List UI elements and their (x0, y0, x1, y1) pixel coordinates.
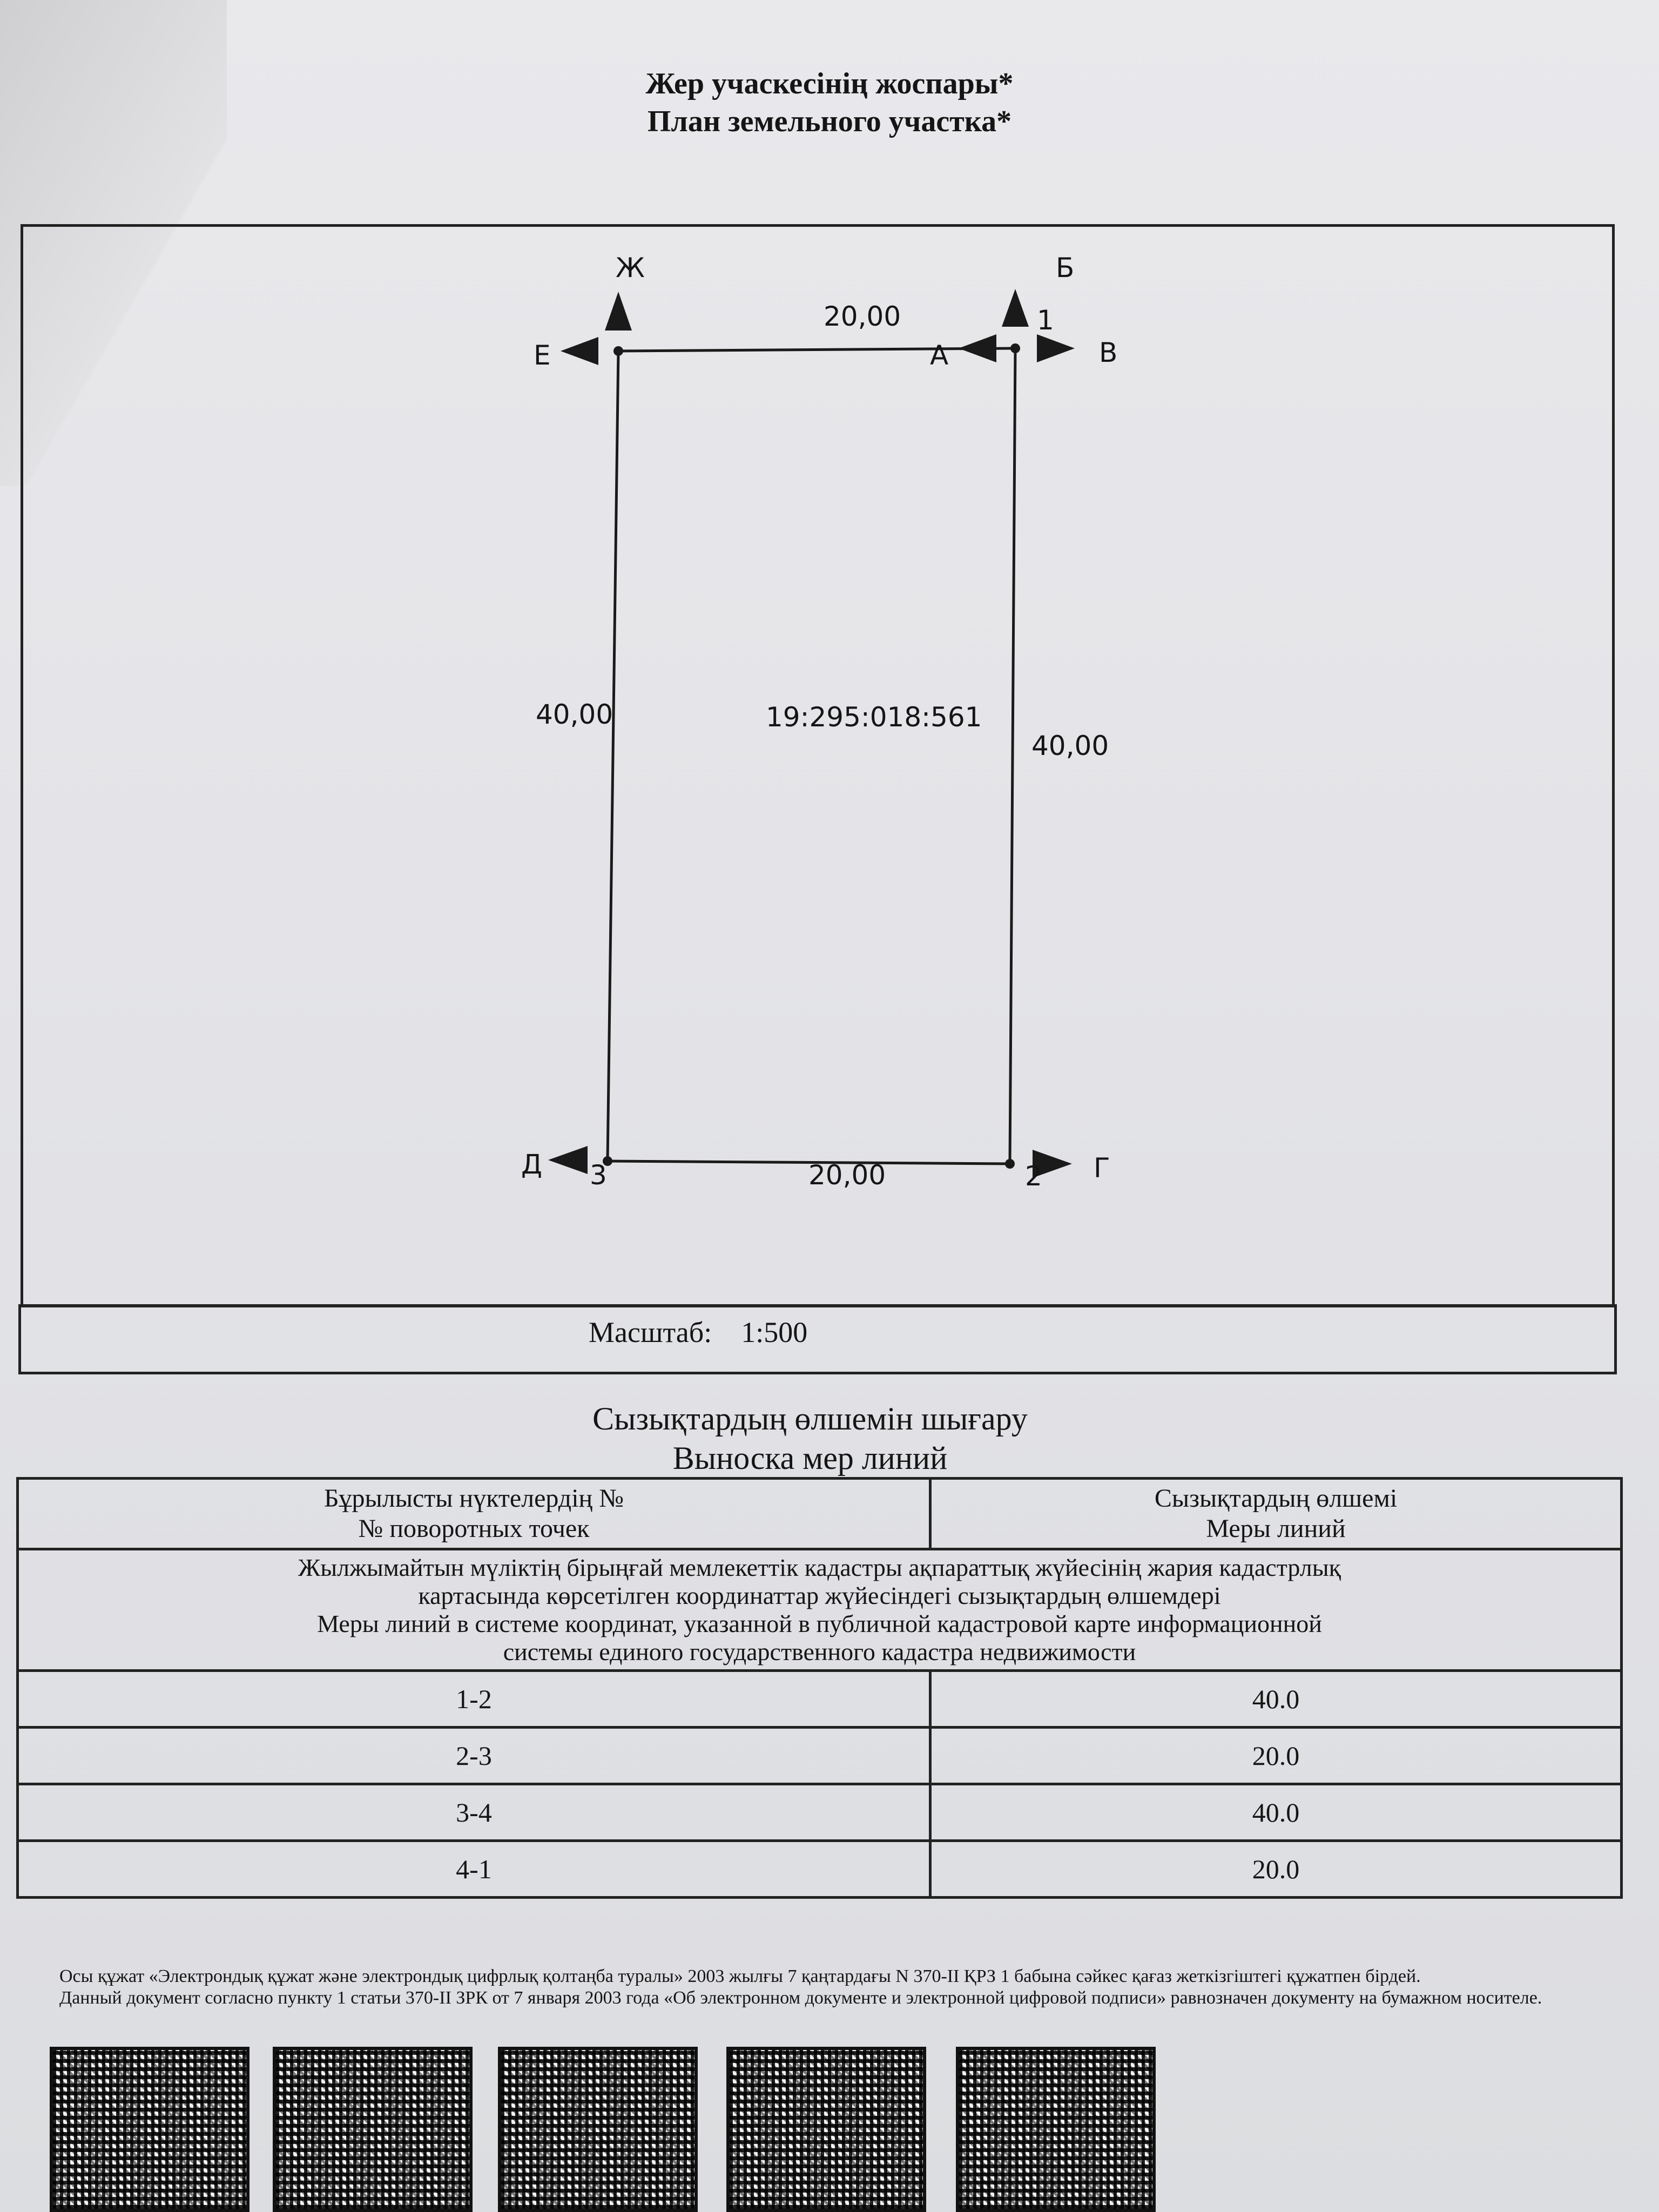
vertex-2 (1005, 1159, 1015, 1169)
merged-ru-line-2: системы единого государственного кадастра недвижимости (503, 1638, 1136, 1665)
row-length: 20.0 (930, 1728, 1622, 1784)
qr-code (498, 2047, 698, 2212)
dim-top: 20,00 (824, 301, 901, 332)
label-a: А (930, 340, 949, 371)
row-length: 40.0 (930, 1671, 1622, 1728)
lines-title-ru: Выноска мер линий (672, 1440, 948, 1476)
label-v: В (1099, 337, 1118, 368)
table-row (18, 1841, 1622, 1898)
label-g: Г (1094, 1152, 1110, 1184)
qr-code (726, 2047, 926, 2212)
arrow-right-v (1037, 334, 1075, 362)
dim-right: 40,00 (1031, 730, 1109, 761)
qr-code (956, 2047, 1156, 2212)
label-b: Б (1056, 252, 1075, 284)
merged-description (18, 1549, 1622, 1671)
qr-code (50, 2047, 249, 2212)
lines-table (16, 1477, 1623, 1899)
point-1: 1 (1037, 305, 1054, 336)
table-row (18, 1671, 1622, 1728)
footnote (59, 1966, 1631, 2009)
row-length: 20.0 (930, 1841, 1622, 1898)
vertex-1 (1010, 343, 1020, 353)
title-kz: Жер учаскесінің жоспары* (645, 67, 1014, 100)
table-header-row (18, 1479, 1622, 1549)
footnote-ru: Данный документ согласно пункту 1 статьи 370-II ЗРК от 7 января 2003 года «Об электронном документе и электронной цифровой подписи» равнозначен документу на бумажном носителе. (59, 1988, 1542, 2008)
header-lengths (930, 1479, 1622, 1549)
row-length: 40.0 (930, 1784, 1622, 1841)
table-merged-row (18, 1549, 1622, 1671)
point-2: 2 (1025, 1161, 1042, 1192)
boundary-right (1010, 348, 1015, 1164)
header-lengths-ru: Меры линий (1206, 1514, 1346, 1543)
merged-kz-line-1: Жылжымайтын мүліктің бірыңғай мемлекеттік кадастры ақпараттық жүйесінің жария кадастрлық (298, 1554, 1341, 1581)
dim-left: 40,00 (536, 699, 613, 730)
row-points: 1-2 (18, 1671, 930, 1728)
merged-ru-line-1: Меры линий в системе координат, указанной в публичной кадастровой карте информационной (317, 1610, 1322, 1637)
scale-label: Масштаб: (589, 1316, 712, 1348)
scale-value: 1:500 (741, 1316, 808, 1348)
title-ru: План земельного участка* (647, 105, 1012, 138)
header-points (18, 1479, 930, 1549)
qr-code (273, 2047, 473, 2212)
header-points-kz: Бұрылысты нүктелердің № (323, 1484, 624, 1513)
label-zh: Ж (616, 252, 645, 284)
row-points: 3-4 (18, 1784, 930, 1841)
boundary-left (608, 351, 618, 1161)
footnote-kz: Осы құжат «Электрондық құжат және электрондық цифрлық қолтаңба туралы» 2003 жылғы 7 қаңтардағы N 370-II ҚРЗ 1 бабына сәйкес қағаз жеткізгіштегі құжатпен бірдей. (59, 1966, 1421, 1986)
table-row (18, 1784, 1622, 1841)
cadastral-number: 19:295:018:561 (766, 702, 982, 733)
row-points: 2-3 (18, 1728, 930, 1784)
label-e: Е (534, 340, 551, 371)
header-lengths-kz: Сызықтардың өлшемі (1154, 1484, 1398, 1513)
row-points: 4-1 (18, 1841, 930, 1898)
dim-bottom: 20,00 (808, 1159, 886, 1191)
arrow-up-zh (605, 292, 632, 331)
boundary-top (618, 348, 1015, 351)
arrow-left-e (561, 337, 598, 365)
arrow-up-b (1002, 289, 1029, 327)
arrow-left-a (959, 334, 996, 362)
merged-kz-line-2: картасында көрсетілген координаттар жүйесіндегі сызықтардың өлшемдері (418, 1582, 1221, 1609)
scale-row (589, 1316, 807, 1349)
point-3: 3 (590, 1159, 607, 1191)
header-points-ru: № поворотных точек (358, 1514, 590, 1543)
lines-title-kz: Сызықтардың өлшемін шығару (592, 1401, 1028, 1437)
vertex-4 (613, 346, 623, 356)
arrow-left-d (548, 1146, 588, 1174)
label-d: Д (521, 1149, 543, 1180)
table-row (18, 1728, 1622, 1784)
